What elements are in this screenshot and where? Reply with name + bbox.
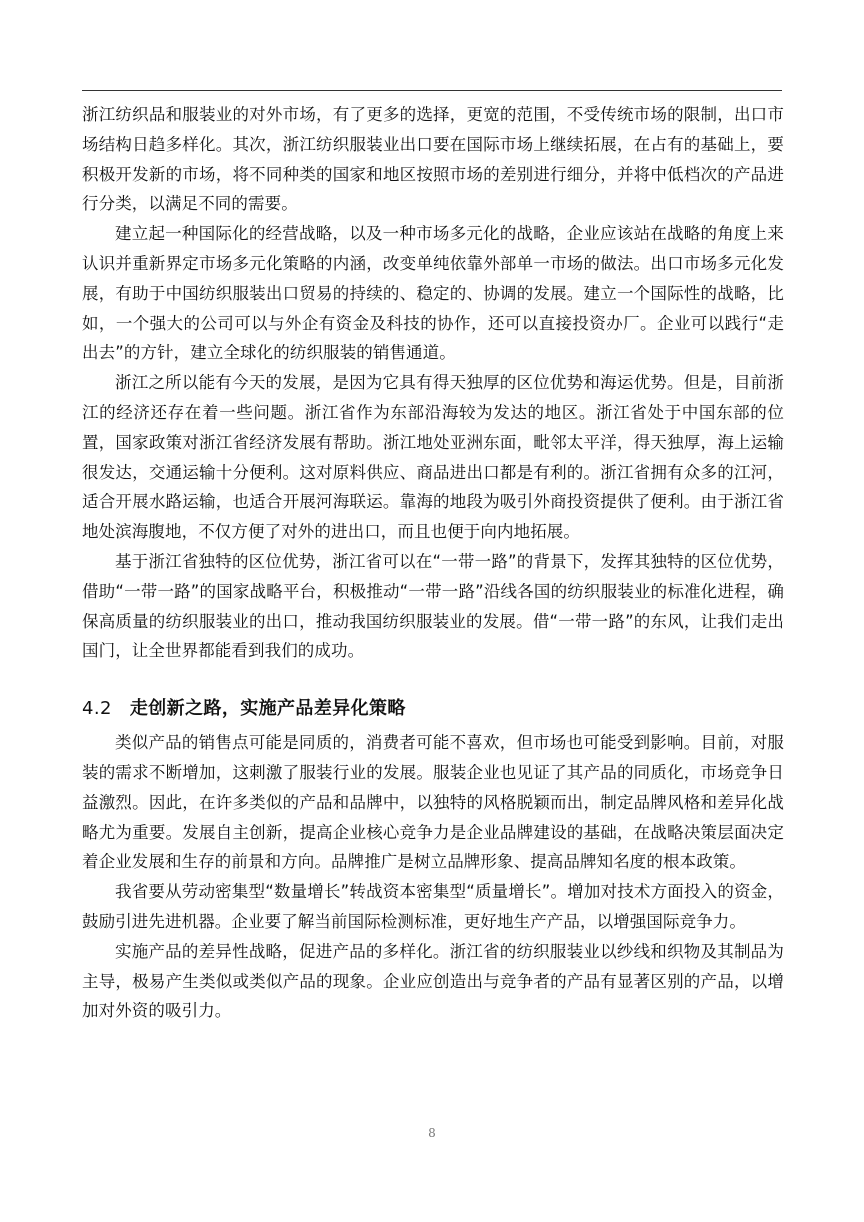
paragraph-homogeneity: 类似产品的销售点可能是同质的，消费者可能不喜欢，但市场也可能受到影响。目前，对服装的需求不断增加，这刺激了服装行业的发展。服装企业也见证了其产品的同质化，市场竞争日益激烈。因此，在许多类似的产品和品牌中，以独特的风格脱颖而出，制定品牌风格和差异化战略尤为重要。发展自主创新，提高企业核心竞争力是企业品牌建设的基础，在战略决策层面决定着企业发展和生存的前景和方向。品牌推广是树立品牌形象、提高品牌知名度的根本政策。: [82, 733, 784, 872]
section-number: 4.2: [82, 698, 112, 720]
section-title: 走创新之路，实施产品差异化策略: [129, 698, 406, 720]
paragraph-continuation: 浙江纺织品和服装业的对外市场，有了更多的选择，更宽的范围，不受传统市场的限制，出口市场结构日趋多样化。其次，浙江纺织服装业出口要在国际市场上继续拓展，在占有的基础上，要积极开发新的市场，将不同种类的国家和地区按照市场的差别进行细分，并将中低档次的产品进行分类，以满足不同的需要。: [82, 105, 784, 214]
paragraph-internationalization-strategy: 建立起一种国际化的经营战略，以及一种市场多元化的战略，企业应该站在战略的角度上来认识并重新界定市场多元化策略的内涵，改变单纯依靠外部单一市场的做法。出口市场多元化发展，有助于中国纺织服装出口贸易的持续的、稳定的、协调的发展。建立一个国际性的战略，比如，一个强大的公司可以与外企有资金及科技的协作，还可以直接投资办厂。企业可以践行“走出去”的方针，建立全球化的纺织服装的销售通道。: [82, 224, 784, 363]
header-rule: [82, 90, 782, 91]
paragraph-quality-growth: 我省要从劳动密集型“数量增长”转战资本密集型“质量增长”。增加对技术方面投入的资金，鼓励引进先进机器。企业要了解当前国际检测标准，更好地生产产品，以增强国际竞争力。: [82, 882, 784, 931]
paragraph-location-advantage: 浙江之所以能有今天的发展，是因为它具有得天独厚的区位优势和海运优势。但是，目前浙江的经济还存在着一些问题。浙江省作为东部沿海较为发达的地区。浙江省处于中国东部的位置，国家政策对浙江省经济发展有帮助。浙江地处亚洲东面，毗邻太平洋，得天独厚，海上运输很发达，交通运输十分便利。这对原料供应、商品进出口都是有利的。浙江省拥有众多的江河，适合开展水路运输，也适合开展河海联运。靠海的地段为吸引外商投资提供了便利。由于浙江省地处滨海腹地，不仅方便了对外的进出口，而且也便于向内地拓展。: [82, 373, 784, 542]
paragraph-differentiation: 实施产品的差异性战略，促进产品的多样化。浙江省的纺织服装业以纱线和织物及其制品为主导，极易产生类似或类似产品的现象。企业应创造出与竞争者的产品有显著区别的产品，以增加对外资的吸引力。: [82, 941, 784, 1021]
section-heading: [82, 694, 784, 724]
page-number: 8: [428, 1126, 436, 1140]
paragraph-belt-and-road: 基于浙江省独特的区位优势，浙江省可以在“一带一路”的背景下，发挥其独特的区位优势，借助“一带一路”的国家战略平台，积极推动“一带一路”沿线各国的纺织服装业的标准化进程，确保高质量的纺织服装业的出口，推动我国纺织服装业的发展。借“一带一路”的东风，让我们走出国门，让全世界都能看到我们的成功。: [82, 551, 784, 661]
page-body: [82, 100, 784, 1026]
